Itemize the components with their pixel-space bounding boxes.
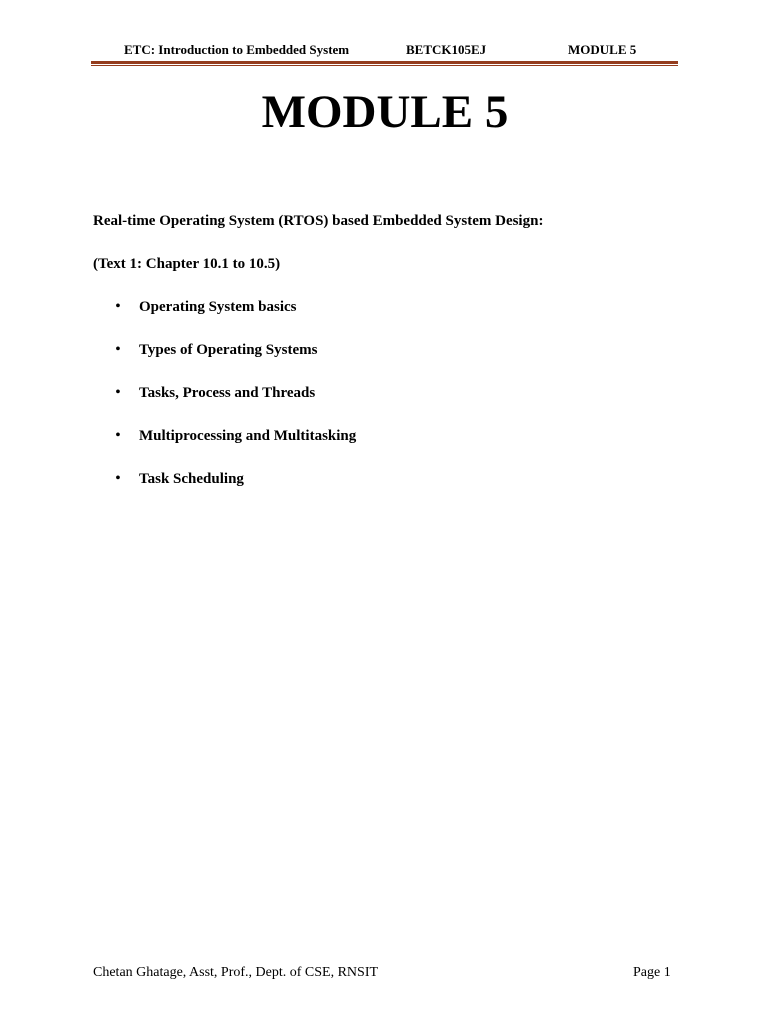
- page-title: MODULE 5: [261, 86, 509, 138]
- section-subheading: Real-time Operating System (RTOS) based Embedded System Design:: [93, 213, 544, 229]
- bullet-icon: •: [115, 385, 121, 400]
- topic-label: Task Scheduling: [139, 471, 244, 487]
- header-course-title: ETC: Introduction to Embedded System: [124, 42, 350, 57]
- text-reference: (Text 1: Chapter 10.1 to 10.5): [93, 256, 281, 272]
- header-rule-thin: [91, 65, 678, 66]
- topic-label: Tasks, Process and Threads: [139, 385, 316, 401]
- bullet-icon: •: [115, 342, 121, 357]
- topic-label: Operating System basics: [139, 299, 297, 315]
- bullet-icon: •: [115, 428, 121, 443]
- header-course-code: BETCK105EJ: [406, 42, 487, 57]
- header-module-label: MODULE 5: [568, 42, 637, 57]
- topic-label: Multiprocessing and Multitasking: [139, 428, 357, 444]
- header-rule-thick: [91, 61, 678, 64]
- footer-author: Chetan Ghatage, Asst, Prof., Dept. of CSE, RNSIT: [93, 965, 379, 980]
- page-header: [92, 42, 678, 60]
- bullet-icon: •: [115, 471, 121, 486]
- footer-page-number: Page 1: [633, 965, 671, 980]
- bullet-icon: •: [115, 299, 121, 314]
- topic-label: Types of Operating Systems: [139, 342, 318, 358]
